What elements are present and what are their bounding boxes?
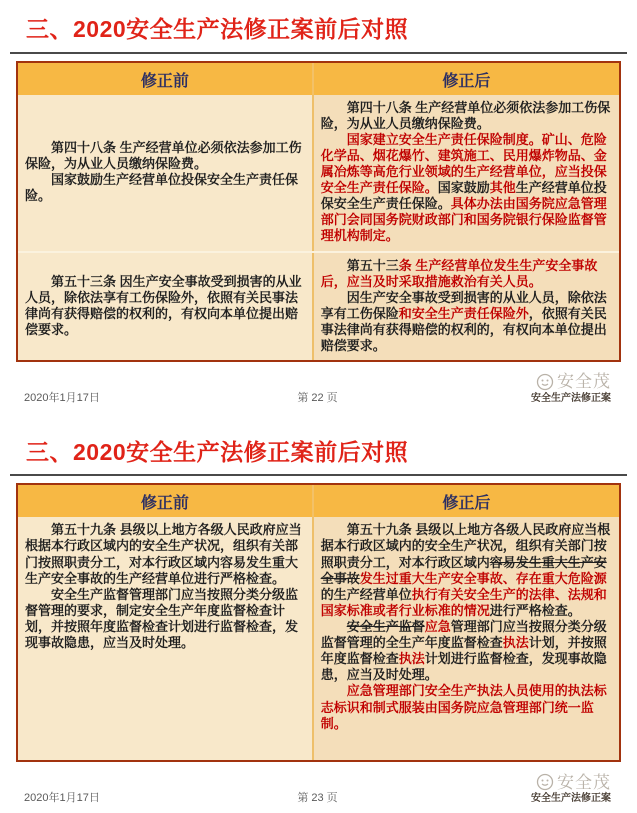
column-header-after: 修正后 — [314, 63, 619, 95]
column-header-before: 修正前 — [18, 485, 314, 517]
paragraph: 国家建立安全生产责任保险制度。矿山、危险化学品、烟花爆竹、建筑施工、民用爆炸物品、金属冶炼等高危行业领域的生产经营单位，应当投保安全生产责任保险。国家鼓励其他生产经营单位投保安全生产责任保险。具体办法由国务院应急管理部门会同国务院财政部门和国务院银行保险监督管理机构制定。 — [320, 131, 607, 244]
paragraph: 安全生产监督管理部门应当按照分类分级监督管理的要求，制定安全生产年度监督检查计划，并按照年度监督检查计划进行监督检查，发现事故隐患，应当及时处理。 — [25, 586, 299, 651]
footer-page-number: 第 23 页 — [297, 791, 338, 804]
cell-article53-before — [18, 253, 314, 361]
paragraph: 第五十三条 因生产安全事故受到损害的从业人员，除依法享有工伤保险外，依照有关民事法律尚有获得赔偿的权利的，有权向本单位提出赔偿要求。 — [25, 273, 302, 338]
footer-brand — [415, 772, 612, 805]
footer-date: 2020年1月17日 — [24, 791, 100, 804]
cell-article59-after — [314, 517, 619, 760]
table-row — [18, 95, 619, 251]
brand-subtitle: 安全生产法修正案 — [531, 393, 612, 405]
brand-name: 安全茂 — [557, 772, 612, 792]
anquanmao-logo-icon — [535, 372, 555, 392]
paragraph: 因生产安全事故受到损害的从业人员，除依法享有工伤保险和安全生产责任保险外，依照有关民事法律尚有获得赔偿的权利的，有权向本单位提出赔偿要求。 — [320, 289, 607, 354]
table-row — [18, 517, 619, 760]
footer-date: 2020年1月17日 — [24, 391, 100, 404]
slide-title: 三、2020安全生产法修正案前后对照 — [26, 438, 409, 465]
comparison-table — [16, 483, 621, 762]
footer-page-number: 第 22 页 — [297, 391, 338, 404]
footer-brand — [415, 372, 612, 405]
slide-2 — [0, 423, 637, 813]
table-header-row — [18, 63, 619, 95]
column-header-after: 修正后 — [314, 485, 619, 517]
cell-article48-before — [18, 95, 314, 251]
paragraph: 第四十八条 生产经营单位必须依法参加工伤保险，为从业人员缴纳保险费。 — [320, 99, 611, 131]
brand-row — [535, 372, 611, 392]
brand-row — [535, 772, 611, 792]
paragraph: 第五十九条 县级以上地方各级人民政府应当根据本行政区域内的安全生产状况，组织有关部门按照职责分工，对本行政区域内容易发生重大生产安全事故的生产经营单位进行严格检查。 — [25, 522, 302, 586]
title-divider — [10, 52, 627, 54]
paragraph: 第五十九条 县级以上地方各级人民政府应当根据本行政区域内的安全生产状况，组织有关部门按照职责分工，对本行政区域内容易发生重大生产安全事故发生过重大生产安全事故、存在重大危险源的生产经营单位执行有关安全生产的法律、法规和国家标准或者行业标准的情况进行严格检查。 — [320, 522, 611, 618]
cell-article53-after — [314, 253, 619, 361]
anquanmao-logo-icon — [535, 772, 555, 792]
paragraph: 第五十三条 生产经营单位发生生产安全事故后，应当及时采取措施救治有关人员。 — [320, 257, 598, 289]
cell-article48-after — [314, 95, 619, 251]
table-row — [18, 251, 619, 361]
slide-title: 三、2020安全生产法修正案前后对照 — [26, 16, 409, 42]
comparison-table — [16, 61, 621, 363]
paragraph: 应急管理部门安全生产执法人员使用的执法标志标识和制式服装由国务院应急管理部门统一监制。 — [320, 683, 607, 731]
brand-name: 安全茂 — [557, 372, 612, 392]
slide-footer — [16, 772, 621, 813]
column-header-before: 修正前 — [18, 63, 314, 95]
cell-article59-before — [18, 517, 314, 760]
title-divider — [10, 474, 627, 476]
slide-footer — [16, 372, 621, 413]
paragraph: 安全生产监督应急管理部门应当按照分类分级监督管理的全生产年度监督检查执法计划，并按照年度监督检查执法计划进行监督检查，发现事故隐患，应当及时处理。 — [320, 618, 607, 683]
table-header-row — [18, 485, 619, 517]
paragraph: 国家鼓励生产经营单位投保安全生产责任保险。 — [25, 172, 299, 204]
brand-subtitle: 安全生产法修正案 — [531, 793, 612, 805]
paragraph: 第四十八条 生产经营单位必须依法参加工伤保险，为从业人员缴纳保险费。 — [25, 139, 302, 171]
